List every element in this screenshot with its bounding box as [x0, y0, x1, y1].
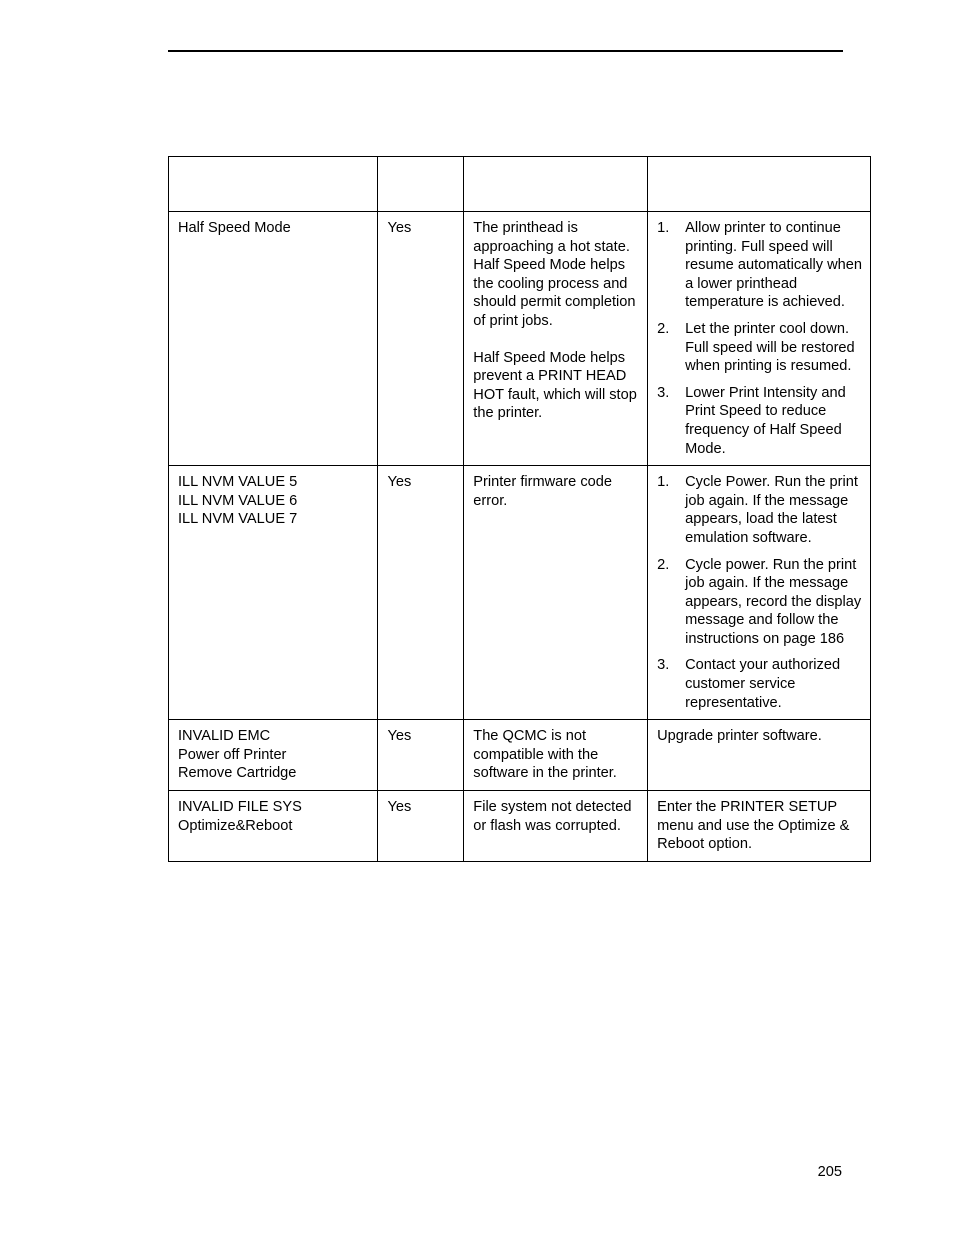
message-line: Remove Cartridge [178, 765, 297, 782]
reset-cell: Yes [378, 212, 464, 466]
table-row [169, 791, 871, 862]
message-line: ILL NVM VALUE 6 [178, 492, 298, 509]
message-line: ILL NVM VALUE 5 [178, 474, 298, 491]
step-text: Lower Print Intensity and Print Speed to reduce frequency of Half Speed Mode. [685, 384, 846, 457]
explanation-cell [464, 720, 648, 791]
page-number: 205 [817, 1164, 842, 1180]
step-number: 2. [657, 320, 670, 337]
step-number: 2. [657, 556, 670, 573]
message-line: ILL NVM VALUE 7 [178, 511, 298, 528]
explanation-paragraph: Printer firmware code error. [473, 474, 612, 509]
explanation-paragraph: File system not detected or flash was corrupted. [473, 799, 632, 834]
message-line: Power off Printer [178, 746, 287, 763]
explanation-cell [464, 791, 648, 862]
step-number: 1. [657, 220, 670, 236]
solution-steps [657, 473, 862, 712]
solution-cell [648, 212, 871, 466]
header-cell-explanation [464, 157, 648, 212]
reset-cell: Yes [378, 791, 464, 862]
solution-step [657, 473, 862, 547]
message-line: INVALID EMC [178, 728, 271, 745]
message-cell [169, 212, 378, 466]
solution-steps [657, 219, 862, 458]
step-text: Cycle Power. Run the print job again. If the message appears, load the latest emulation software. [685, 474, 858, 546]
message-cell [169, 466, 378, 720]
solution-step [657, 556, 862, 649]
table-row [169, 212, 871, 466]
table-row [169, 720, 871, 791]
step-text: Contact your authorized customer service representative. [685, 657, 841, 711]
header-cell-solution [648, 157, 871, 212]
table-header-row [169, 157, 871, 212]
header-rule [168, 50, 843, 52]
step-text: Allow printer to continue printing. Full speed will resume automatically when a lower printhead temperature is achieved. [685, 220, 862, 311]
reset-cell: Yes [378, 466, 464, 720]
message-line: Optimize&Reboot [178, 817, 293, 834]
solution-cell: Upgrade printer software. [648, 720, 871, 791]
step-number: 3. [657, 384, 670, 401]
reset-cell: Yes [378, 720, 464, 791]
step-number: 3. [657, 657, 670, 674]
explanation-paragraph: The printhead is approaching a hot state. Half Speed Mode helps the cooling process and should permit completion of print jobs. [473, 220, 636, 329]
step-text: Let the printer cool down. Full speed will be restored when printing is resumed. [685, 320, 855, 375]
solution-cell [648, 466, 871, 720]
solution-step [657, 320, 862, 376]
step-number: 1. [657, 474, 670, 491]
explanation-paragraph: Half Speed Mode helps prevent a PRINT HEAD HOT fault, which will stop the printer. [473, 349, 637, 422]
message-cell [169, 791, 378, 862]
header-cell-reset [378, 157, 464, 212]
explanation-cell [464, 466, 648, 720]
solution-cell: Enter the PRINTER SETUP menu and use the Optimize & Reboot option. [648, 791, 871, 862]
error-message-table [168, 156, 871, 862]
step-text: Cycle power. Run the print job again. If the message appears, record the display message and follow the instructions on page 186 [685, 556, 862, 647]
solution-step [657, 219, 862, 312]
message-line: Half Speed Mode [178, 220, 291, 236]
solution-step [657, 384, 862, 458]
message-cell [169, 720, 378, 791]
header-cell-message [169, 157, 378, 212]
explanation-cell [464, 212, 648, 466]
solution-step [657, 656, 862, 712]
table-row [169, 466, 871, 720]
message-line: INVALID FILE SYS [178, 799, 302, 816]
explanation-paragraph: The QCMC is not compatible with the software in the printer. [473, 728, 617, 782]
